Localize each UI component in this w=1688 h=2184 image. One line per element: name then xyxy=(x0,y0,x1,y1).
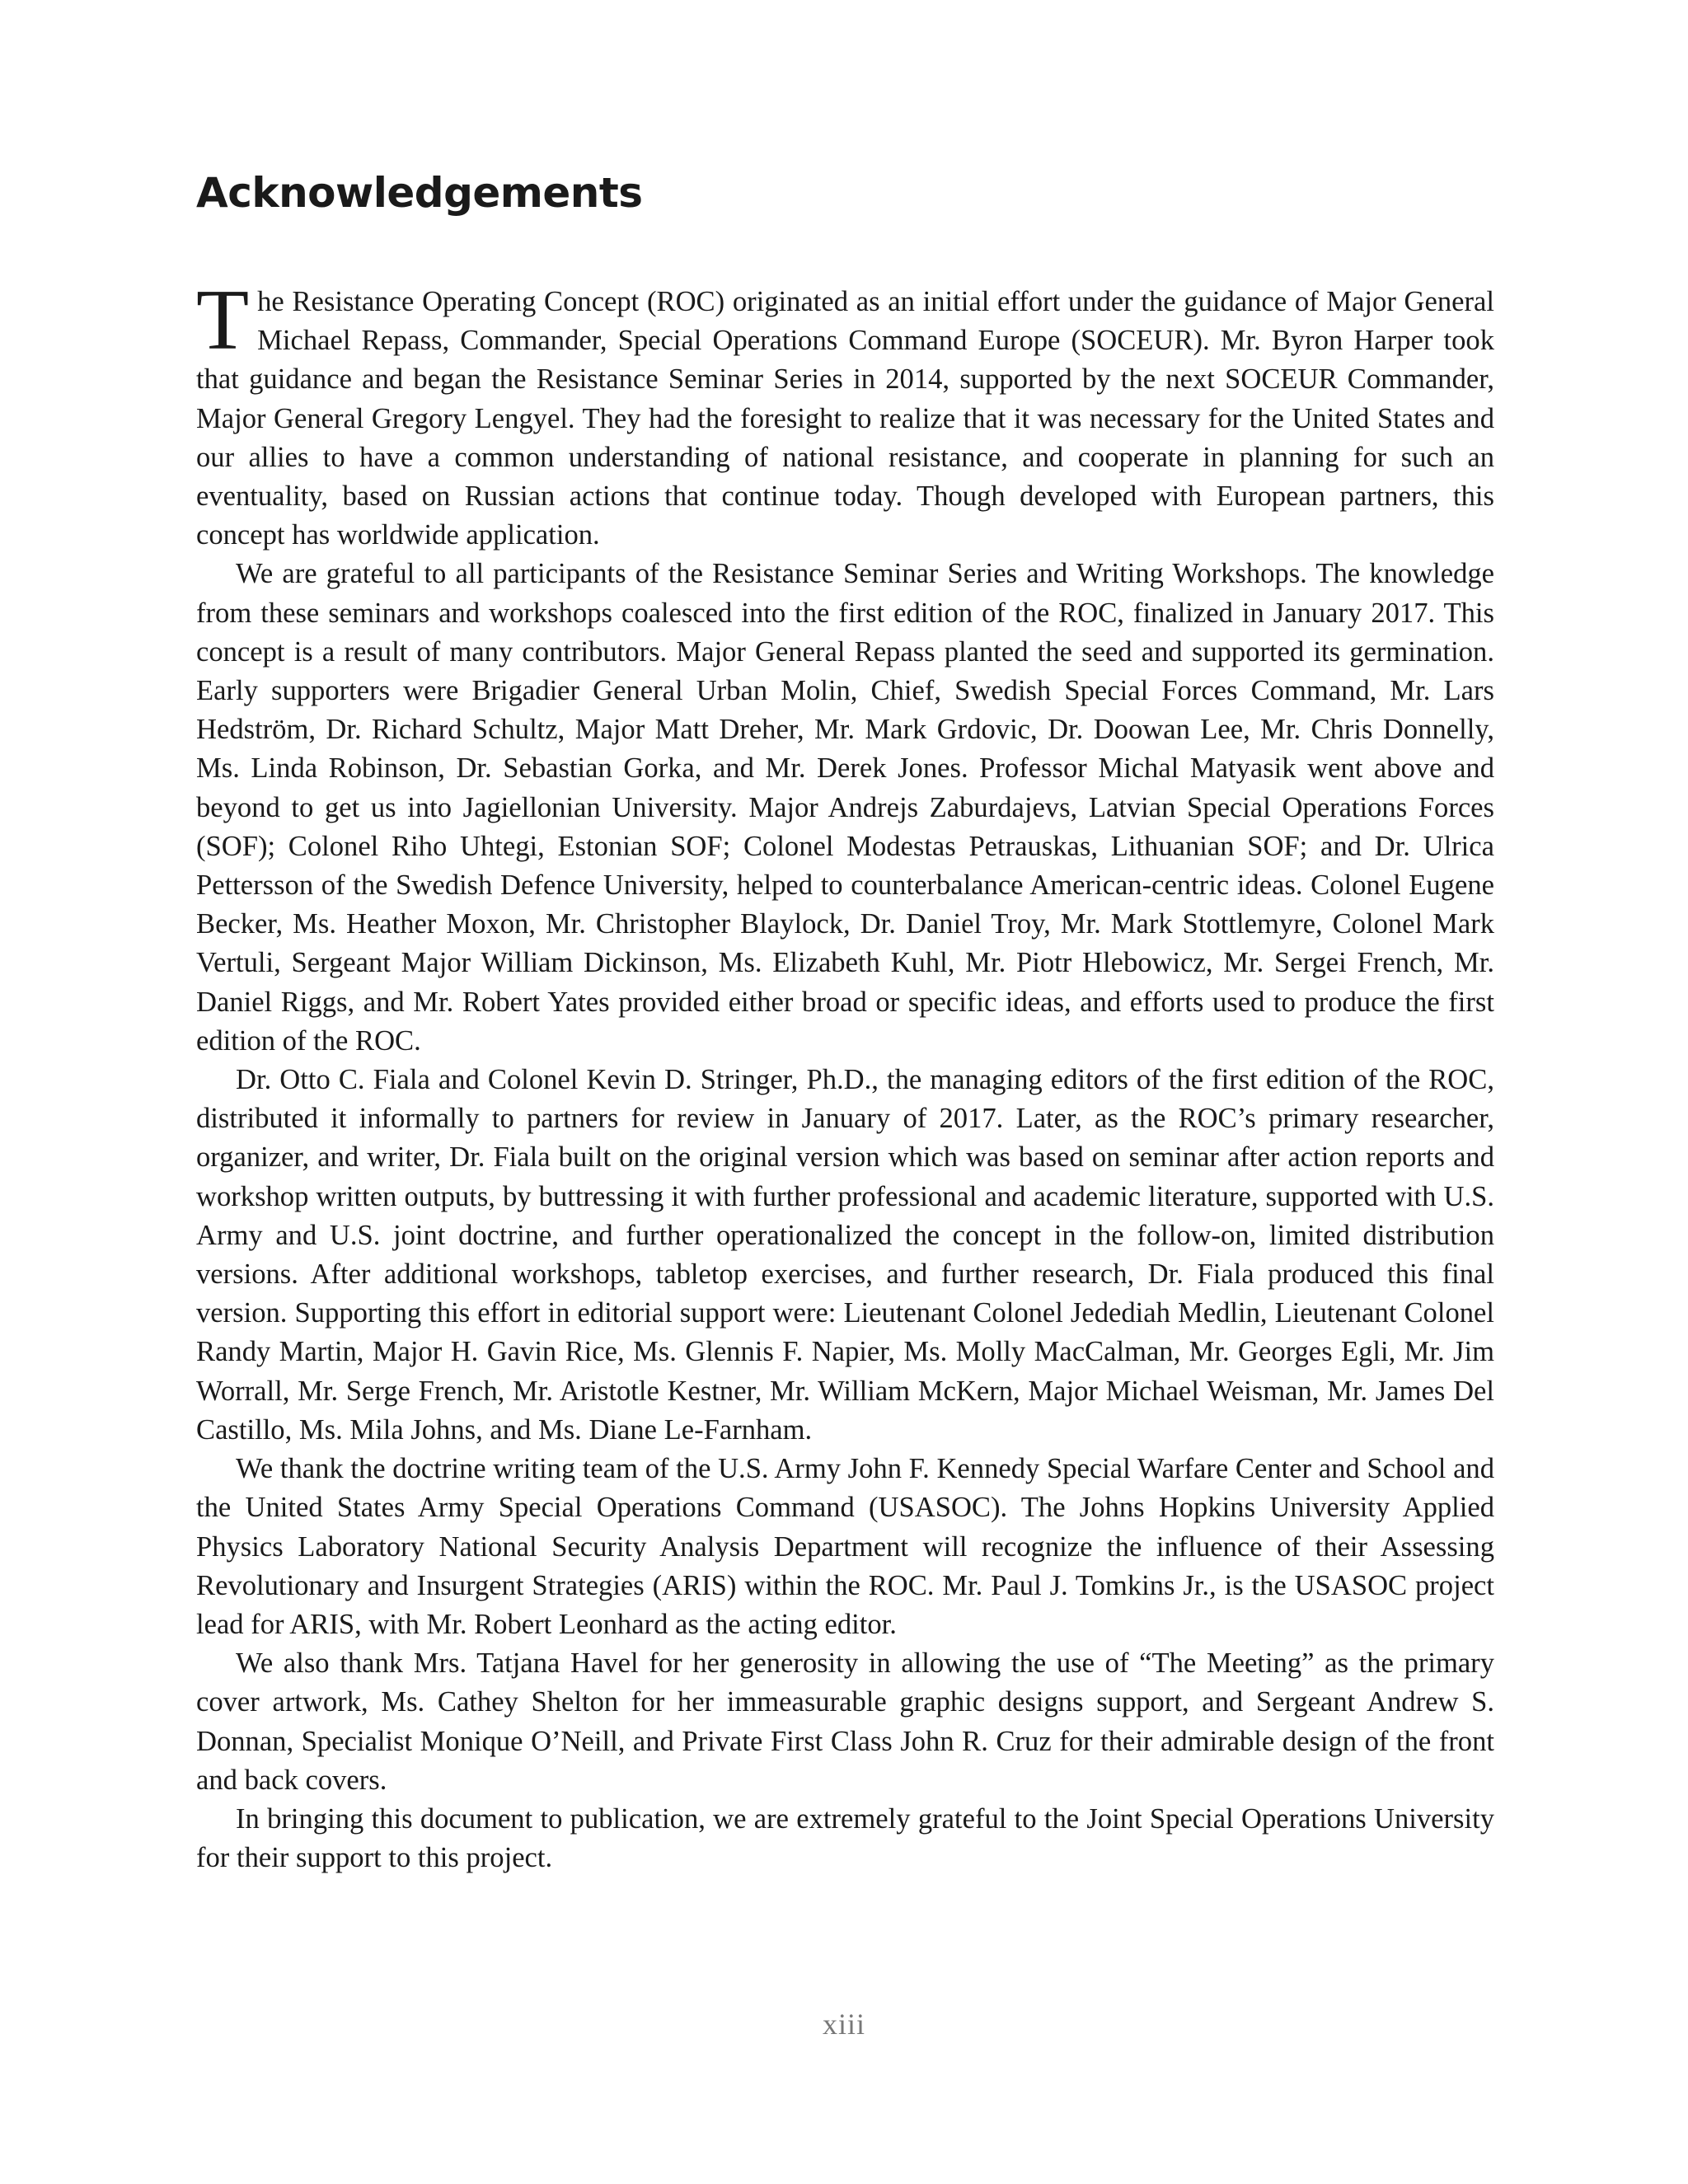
paragraph-4: We thank the doctrine writing team of the U.S. Army John F. Kennedy Special Warfare Center and School and the United States Army Special Operations Command (USASOC). The Johns Hopkins University Applied Physics Laboratory National Security Analysis Department will recognize the influence of their Assessing Revolutionary and Insurgent Strategies (ARIS) within the ROC. Mr. Paul J. Tomkins Jr., is the USASOC project lead for ARIS, with Mr. Robert Leonhard as the acting editor. xyxy=(196,1453,1494,1640)
page-number: xiii xyxy=(822,2008,865,2041)
paragraph-1 xyxy=(196,271,1494,555)
page-title: Acknowledgements xyxy=(196,169,643,217)
paragraph-1-text: he Resistance Operating Concept (ROC) originated as an initial effort under the guidance of Major General Michael Repass, Commander, Special Operations Command Europe (SOCEUR). Mr. Byron Harper took that guidance and began the Resistance Seminar Series in 2014, supported by the next SOCEUR Commander, Major General Gregory Lengyel. They had the foresight to realize that it was necessary for the United States and our allies to have a common understanding of national resistance, and cooperate in planning for such an eventuality, based on Russian actions that continue today. Though developed with European partners, this concept has worldwide application. xyxy=(196,286,1494,551)
paragraph-2: We are grateful to all participants of the Resistance Seminar Series and Writing Workshops. The knowledge from these seminars and workshops coalesced into the first edition of the ROC, finalized in January 2017. This concept is a result of many contributors. Major General Repass planted the seed and supported its germination. Early supporters were Brigadier General Urban Molin, Chief, Swedish Special Forces Command, Mr. Lars Hedström, Dr. Richard Schultz, Major Matt Dreher, Mr. Mark Grdovic, Dr. Doowan Lee, Mr. Chris Donnelly, Ms. Linda Robinson, Dr. Sebastian Gorka, and Mr. Derek Jones. Professor Michal Matyasik went above and beyond to get us into Jagiellonian University. Major Andrejs Zaburdajevs, Latvian Special Operations Forces (SOF); Colonel Riho Uhtegi, Estonian SOF; Colonel Modestas Petrauskas, Lithuanian SOF; and Dr. Ulrica Pettersson of the Swedish Defence University, helped to counterbalance American-centric ideas. Colonel Eugene Becker, Ms. Heather Moxon, Mr. Christopher Blaylock, Dr. Daniel Troy, Mr. Mark Stottlemyre, Colonel Mark Vertuli, Sergeant Major William Dickinson, Ms. Elizabeth Kuhl, Mr. Piotr Hlebowicz, Mr. Sergei French, Mr. Daniel Riggs, and Mr. Robert Yates provided either broad or specific ideas, and efforts used to produce the first edition of the ROC. xyxy=(196,558,1494,1057)
paragraph-3: Dr. Otto C. Fiala and Colonel Kevin D. Stringer, Ph.D., the managing editors of the first edition of the ROC, distributed it informally to partners for review in January of 2017. Later, as the ROC’s primary researcher, organizer, and writer, Dr. Fiala built on the original version which was based on seminar after action reports and workshop written outputs, by buttressing it with further professional and academic literature, supported with U.S. Army and U.S. joint doctrine, and further operationalized the concept in the follow-on, limited distribution versions. After additional workshops, tabletop exercises, and further research, Dr. Fiala produced this final version. Supporting this effort in editorial support were: Lieutenant Colonel Jedediah Medlin, Lieutenant Colonel Randy Martin, Major H. Gavin Rice, Ms. Glennis F. Napier, Ms. Molly MacCalman, Mr. Georges Egli, Mr. Jim Worrall, Mr. Serge French, Mr. Aristotle Kestner, Mr. William McKern, Major Michael Weisman, Mr. James Del Castillo, Ms. Mila Johns, and Ms. Diane Le-Farnham. xyxy=(196,1064,1494,1446)
drop-cap: T xyxy=(196,271,250,368)
paragraph-5: We also thank Mrs. Tatjana Havel for her generosity in allowing the use of “The Meeting” as the primary cover artwork, Ms. Cathey Shelton for her immeasurable graphic designs support, and Sergeant Andrew S. Donnan, Specialist Monique O’Neill, and Private First Class John R. Cruz for their admirable design of the front and back covers. xyxy=(196,1647,1494,1796)
body-text xyxy=(196,271,1494,1877)
page-content xyxy=(196,169,1494,1877)
paragraph-6: In bringing this document to publication, we are extremely grateful to the Joint Special Operations University for their support to this project. xyxy=(196,1802,1494,1874)
